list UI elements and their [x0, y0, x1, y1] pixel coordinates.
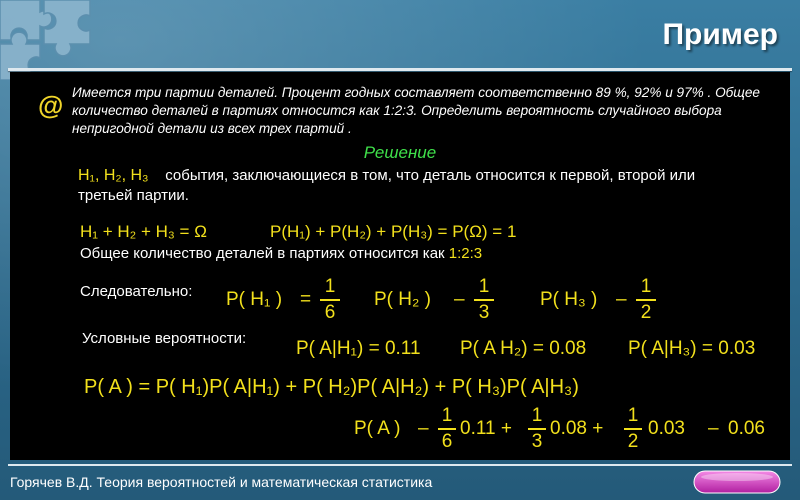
result-value-1: 0.11 +	[460, 418, 512, 439]
p-h2-denominator: 3	[478, 302, 490, 323]
total-probability-formula: P( A ) = P( H₁)P( A|H₁) + P( H₂)P( A|H₂) + P( H₃)P( A|H₃)	[84, 376, 579, 398]
p-h1-sign: =	[300, 289, 312, 310]
conditional-prob-2: P( A H₂) = 0.08	[460, 338, 587, 359]
result-value-2: 0.08 +	[550, 418, 604, 439]
p-h3-sign: –	[616, 289, 627, 310]
p-h3-numerator: 1	[640, 276, 652, 297]
result-value-3: 0.03	[648, 418, 685, 439]
prob-sum-equation: P(H₁) + P(H₂) + P(H₃) = P(Ω) = 1	[270, 222, 517, 241]
p-h1-denominator: 6	[324, 302, 336, 323]
conditional-prob-3: P( A|H₃) = 0.03	[628, 338, 756, 359]
slide-title: Пример	[662, 18, 778, 51]
p-h2-fraction	[474, 276, 494, 324]
ratio-text: Общее количество деталей в партиях относится как	[80, 245, 445, 262]
events-description	[78, 166, 728, 206]
p-h2-lhs: P( H₂ )	[374, 289, 431, 310]
p-h3-lhs: P( H₃ )	[540, 289, 598, 310]
fraction-bar	[528, 428, 546, 430]
p-h1-numerator: 1	[324, 276, 336, 297]
p-h1-lhs: P( H₁ )	[226, 289, 283, 310]
fraction-bar	[320, 299, 340, 301]
result-final-value: 0.06	[728, 418, 765, 439]
result-fraction-1-denominator: 6	[441, 431, 453, 452]
result-minus-sign: –	[418, 418, 429, 439]
logo-button-icon[interactable]	[693, 470, 781, 494]
p-h1-fraction	[320, 276, 340, 324]
result-fraction-2	[528, 405, 546, 453]
events-symbols: H₁, H₂, H₃	[78, 167, 149, 184]
ratio-value: 1:2:3	[448, 245, 483, 262]
result-fraction-1	[438, 405, 456, 453]
conditional-prob-1: P( A|H₁) = 0.11	[296, 338, 421, 359]
fraction-bar	[636, 299, 656, 301]
fraction-bar	[624, 428, 642, 430]
solution-heading: Решение	[363, 143, 437, 162]
footer-text: Горячев В.Д. Теория вероятностей и математическая статистика	[10, 474, 433, 490]
ratio-line	[80, 244, 482, 264]
p-h2-sign: –	[454, 289, 465, 310]
result-fraction-2-numerator: 1	[531, 405, 543, 426]
conditional-label: Условные вероятности:	[82, 330, 247, 347]
result-lhs: P( A )	[354, 418, 401, 439]
at-sign-icon: @	[38, 90, 64, 120]
fraction-bar	[474, 299, 494, 301]
therefore-label: Следовательно:	[80, 283, 193, 300]
sum-equation: H₁ + H₂ + H₃ = Ω	[80, 222, 207, 241]
fraction-bar	[438, 428, 456, 430]
title-divider	[8, 68, 792, 71]
p-h3-fraction	[636, 276, 656, 324]
result-fraction-3-numerator: 1	[627, 405, 639, 426]
events-text: события, заключающиеся в том, что деталь относится к первой, второй или третьей партии.	[78, 167, 696, 204]
result-fraction-2-denominator: 3	[531, 431, 543, 452]
result-minus-sign-2: –	[708, 418, 719, 439]
footer-divider	[8, 464, 792, 466]
problem-statement: Имеется три партии деталей. Процент годных составляет соответственно 89 %, 92% и 97% . Общее количество деталей в партиях относится как 1:2:3. Определить вероятность случайного выбора непригодной детали из всех трех партий .	[72, 85, 760, 136]
result-fraction-3-denominator: 2	[627, 431, 639, 452]
result-fraction-1-numerator: 1	[441, 405, 453, 426]
p-h3-denominator: 2	[640, 302, 652, 323]
p-h2-numerator: 1	[478, 276, 490, 297]
result-fraction-3	[624, 405, 642, 453]
